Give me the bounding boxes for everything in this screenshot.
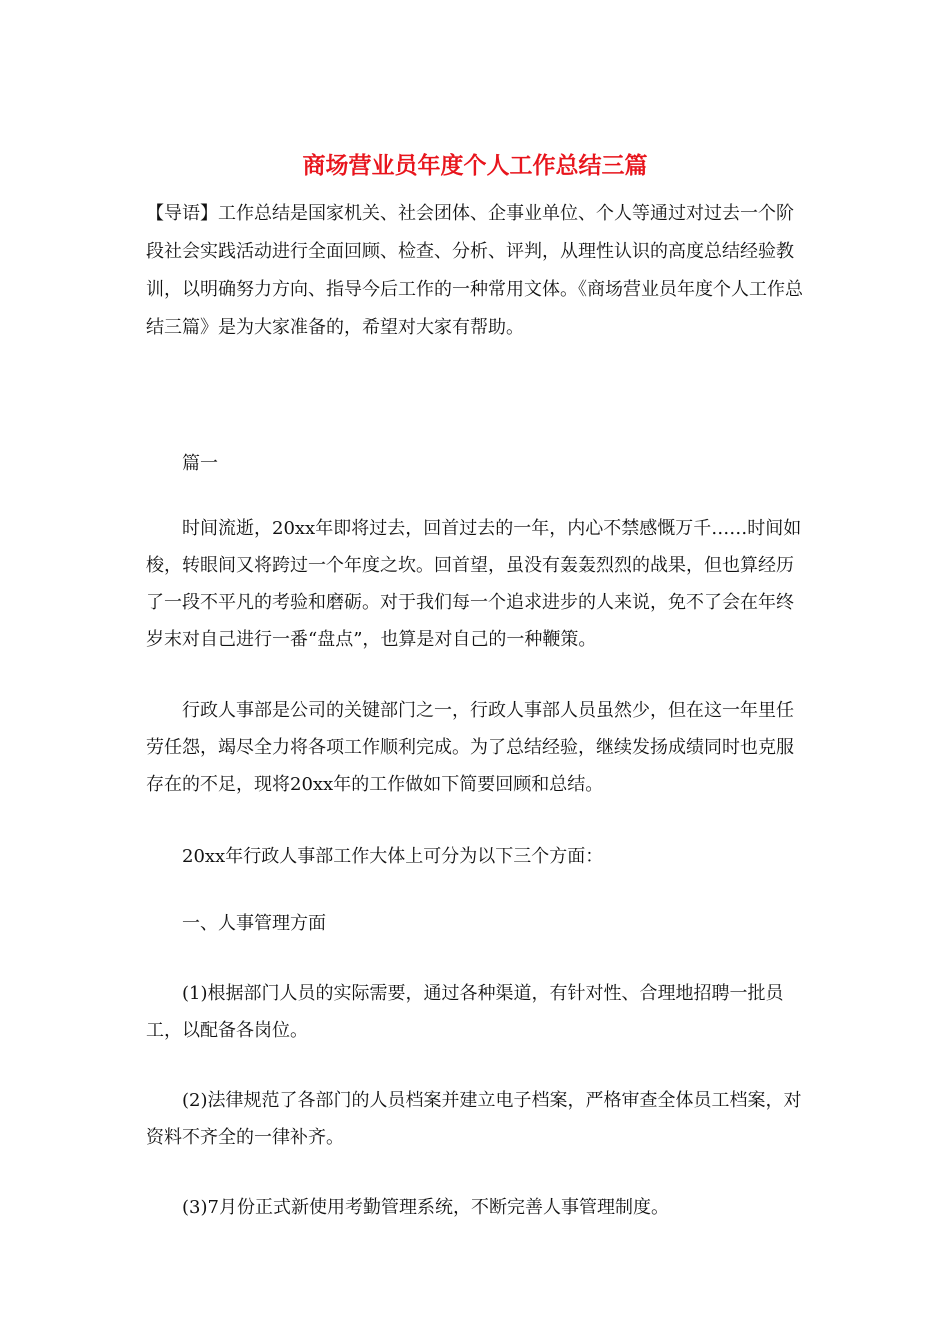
- list-item: (1)根据部门人员的实际需要，通过各种渠道，有针对性、合理地招聘一批员工，以配备各岗位。: [146, 983, 784, 1041]
- section-heading-part-one: 篇一: [182, 453, 218, 474]
- document-title: 商场营业员年度个人工作总结三篇: [302, 153, 648, 179]
- body-paragraph: 20xx年行政人事部工作大体上可分为以下三个方面：: [182, 846, 604, 867]
- body-paragraph: 行政人事部是公司的关键部门之一，行政人事部人员虽然少，但在这一年里任劳任怨，竭尽全力将各项工作顺利完成。为了总结经验，继续发扬成绩同时也克服存在的不足，现将20xx年的工作做如下简要回顾和总结。: [146, 700, 794, 795]
- body-paragraph: 时间流逝，20xx年即将过去，回首过去的一年，内心不禁感慨万千……时间如梭，转眼间又将跨过一个年度之坎。回首望，虽没有轰轰烈烈的战果，但也算经历了一段不平凡的考验和磨砺。对于我们每一个追求进步的人来说，免不了会在年终岁末对自己进行一番“盘点”，也算是对自己的一种鞭策。: [146, 518, 802, 650]
- intro-paragraph: 【导语】工作总结是国家机关、社会团体、企事业单位、个人等通过对过去一个阶段社会实践活动进行全面回顾、检查、分析、评判，从理性认识的高度总结经验教训，以明确努力方向、指导今后工作的一种常用文体。《商场营业员年度个人工作总结三篇》是为大家准备的，希望对大家有帮助。: [146, 203, 803, 338]
- subsection-heading: 一、人事管理方面: [182, 913, 326, 934]
- list-item: (2)法律规范了各部门的人员档案并建立电子档案，严格审查全体员工档案，对资料不齐全的一律补齐。: [146, 1090, 802, 1148]
- list-item: (3)7月份正式新使用考勤管理系统，不断完善人事管理制度。: [182, 1197, 669, 1218]
